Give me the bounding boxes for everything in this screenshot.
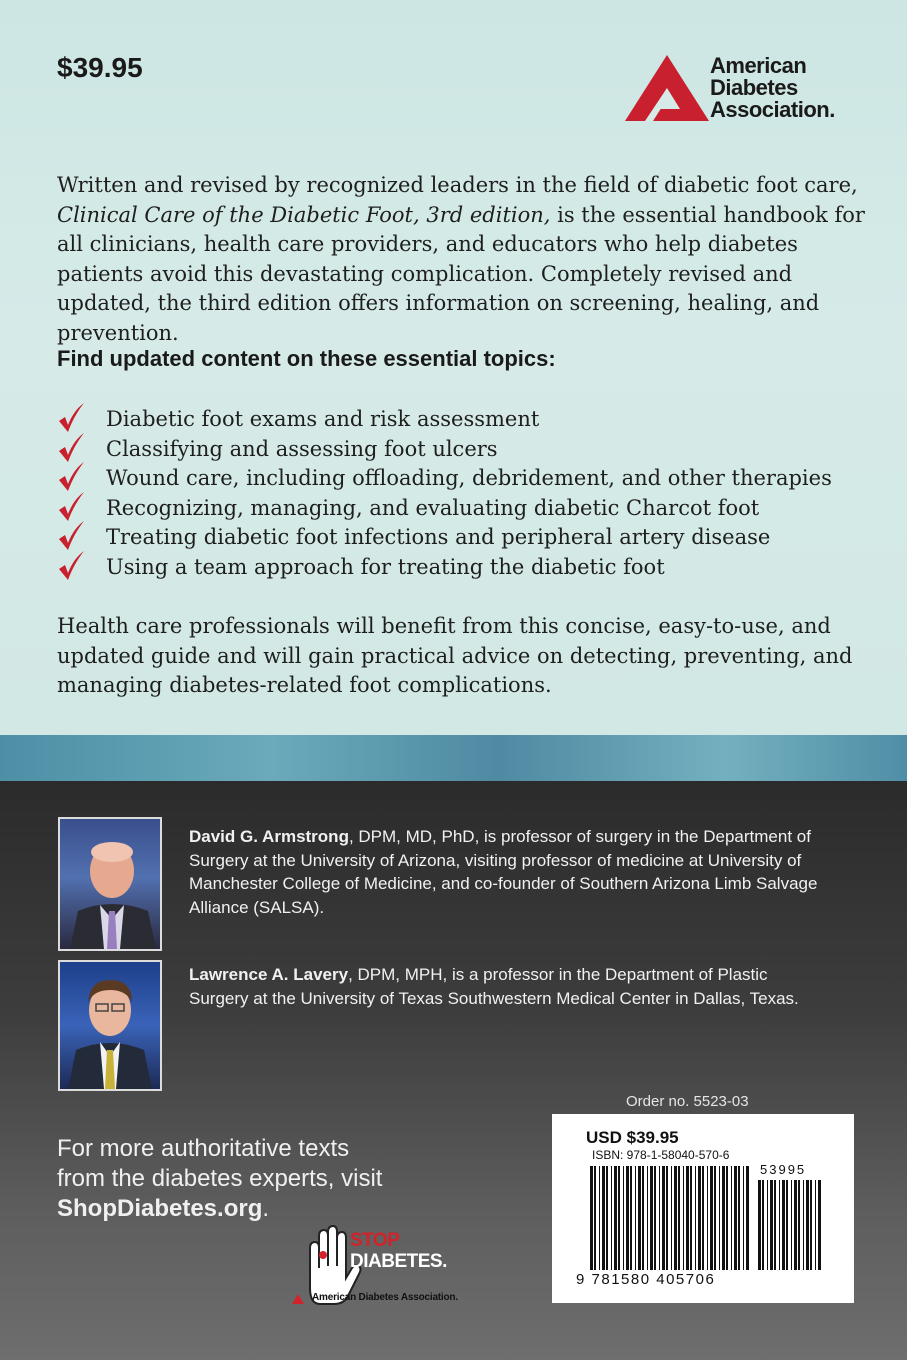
topic-text: Recognizing, managing, and evaluating diabetic Charcot foot [106, 495, 760, 520]
book-title: Clinical Care of the Diabetic Foot, 3rd edition, [57, 202, 551, 227]
barcode-bar [758, 1180, 761, 1270]
barcode-bar [707, 1166, 708, 1270]
author-portrait-icon [60, 962, 160, 1089]
checkmark-icon [57, 462, 85, 492]
barcode-bar [623, 1166, 624, 1270]
topic-text: Treating diabetic foot infections and peripheral artery disease [106, 525, 771, 549]
barcode-bar [594, 1166, 596, 1270]
divider-band [0, 735, 907, 781]
barcode-bar [630, 1166, 632, 1270]
ada-line-3: Association. [710, 97, 835, 122]
barcode-bar [815, 1180, 816, 1270]
barcode-bar [731, 1166, 732, 1270]
barcode-bar [746, 1166, 749, 1270]
barcode-isbn: ISBN: 978-1-58040-570-6 [592, 1148, 730, 1162]
author-portrait-icon [60, 819, 160, 949]
barcode-bar [714, 1166, 716, 1270]
barcode-bar [782, 1180, 785, 1270]
barcode-bar [798, 1180, 800, 1270]
isbn-barcode-icon [590, 1166, 750, 1270]
price: $39.95 [57, 52, 143, 83]
list-item [57, 435, 832, 465]
barcode-bar [791, 1180, 792, 1270]
more-line-1: For more authoritative texts [57, 1135, 350, 1162]
barcode-bar [743, 1166, 744, 1270]
closing-paragraph: Health care professionals will benefit from this concise, easy-to-use, and updated guide and will gain practical advice on detecting, preventing, and managing diabetes-related foot complications. [57, 614, 853, 697]
barcode-bar [686, 1166, 689, 1270]
topic-text: Wound care, including offloading, debridement, and other therapies [106, 466, 832, 490]
barcode-bar [638, 1166, 641, 1270]
barcode-bar [719, 1166, 720, 1270]
barcode-bar [611, 1166, 612, 1270]
barcode-bar [695, 1166, 696, 1270]
barcode-bar [635, 1166, 636, 1270]
more-info-text [57, 1134, 382, 1224]
barcode-bar [678, 1166, 680, 1270]
list-item [57, 464, 832, 494]
barcode-bar [806, 1180, 809, 1270]
topics-heading: Find updated content on these essential topics: [57, 346, 556, 371]
list-item [57, 405, 832, 435]
barcode-bar [662, 1166, 665, 1270]
author-name: David G. Armstrong [189, 827, 349, 846]
barcode-bar [726, 1166, 728, 1270]
author-photo-lavery [58, 960, 162, 1091]
checkmark-icon [57, 403, 85, 433]
ada-line-1: American [710, 53, 807, 78]
barcode-bar [734, 1166, 737, 1270]
author-bio-text: , DPM, MD, PhD, is professor of surgery in the Department of Surgery at the University of Arizona, visiting professor of medicine at University of Manchester College of Medicine, and co-founder of Southern Arizona Limb Salvage Alliance (SALSA). [189, 827, 818, 917]
checkmark-icon [57, 492, 85, 522]
barcode-bar [683, 1166, 684, 1270]
barcode-bar [770, 1180, 773, 1270]
barcode-bar [690, 1166, 692, 1270]
checkmark-icon [57, 551, 85, 581]
checkmark-icon [57, 521, 85, 551]
barcode-bar [762, 1180, 764, 1270]
barcode-bar [794, 1180, 797, 1270]
barcode-bar [671, 1166, 672, 1270]
ada-small-label: American Diabetes Association. [312, 1292, 458, 1303]
barcode-bar [602, 1166, 605, 1270]
topic-text: Using a team approach for treating the diabetic foot [106, 554, 665, 579]
website-link[interactable]: ShopDiabetes.org [57, 1195, 263, 1222]
barcode-bar [779, 1180, 780, 1270]
barcode-digits: 9 781580 405706 [576, 1271, 716, 1288]
diabetes-word: DIABETES. [350, 1251, 447, 1272]
barcode-bar [818, 1180, 821, 1270]
more-line-2: from the diabetes experts, visit [57, 1165, 383, 1192]
stop-word: STOP [350, 1230, 400, 1251]
price-barcode-icon [758, 1180, 822, 1270]
order-number: Order no. 5523-03 [626, 1093, 749, 1110]
author-bio-text: , DPM, MPH, is a professor in the Department of Plastic Surgery at the University of Texas Southwestern Medical Center in Dallas, Texas. [189, 965, 799, 1008]
barcode-bar [599, 1166, 600, 1270]
topics-list [57, 405, 832, 582]
barcode-bar [698, 1166, 701, 1270]
barcode-bar [810, 1180, 812, 1270]
barcode-label [552, 1114, 854, 1303]
ada-line-2: Diabetes [710, 75, 798, 100]
author-bio-lavery [189, 963, 829, 1010]
barcode-bar [666, 1166, 668, 1270]
intro-part-1: Written and revised by recognized leaders in the field of diabetic foot care, [57, 173, 858, 197]
author-bio-armstrong [189, 825, 829, 919]
barcode-bar [659, 1166, 660, 1270]
barcode-bar [647, 1166, 648, 1270]
barcode-bar [786, 1180, 788, 1270]
barcode-bar [618, 1166, 620, 1270]
stop-diabetes-wordmark [350, 1230, 447, 1272]
barcode-bar [650, 1166, 653, 1270]
barcode-bar [606, 1166, 608, 1270]
list-item [57, 553, 832, 583]
list-item [57, 523, 832, 553]
topic-text: Classifying and assessing foot ulcers [106, 436, 498, 461]
barcode-bar [702, 1166, 704, 1270]
barcode-bar [774, 1180, 776, 1270]
barcode-price-code: 53995 [760, 1162, 807, 1177]
barcode-bar [614, 1166, 617, 1270]
period: . [262, 1195, 270, 1222]
intro-paragraph [57, 171, 867, 348]
barcode-bar [710, 1166, 713, 1270]
barcode-bar [738, 1166, 740, 1270]
barcode-bar [803, 1180, 804, 1270]
author-name: Lawrence A. Lavery [189, 965, 349, 984]
barcode-bar [642, 1166, 644, 1270]
barcode-bar [767, 1180, 768, 1270]
barcode-bar [722, 1166, 725, 1270]
barcode-bar [590, 1166, 593, 1270]
ada-wordmark [710, 55, 835, 121]
intro-part-2: is the essential handbook for all clinicians, health care providers, and educators who help diabetes patients avoid this devastating complication. Completely revised and updated, the third edition offers information on screening, healing, and prevention. [57, 202, 865, 345]
list-item [57, 494, 832, 524]
checkmark-icon [57, 433, 85, 463]
topic-text: Diabetic foot exams and risk assessment [106, 407, 540, 431]
barcode-bar [626, 1166, 629, 1270]
barcode-bar [674, 1166, 677, 1270]
author-photo-armstrong [58, 817, 162, 951]
barcode-price: USD $39.95 [586, 1128, 679, 1147]
barcode-bar [654, 1166, 656, 1270]
